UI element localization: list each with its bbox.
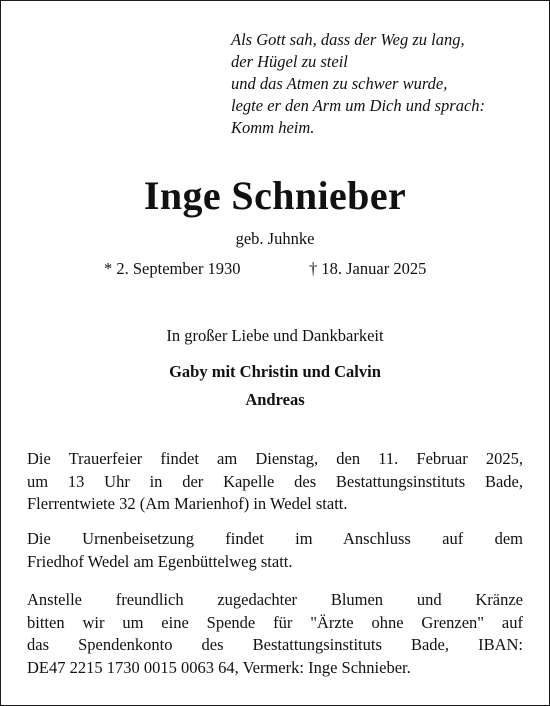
mourner: Gaby mit Christin und Calvin [169, 362, 381, 381]
deceased-name: Inge Schnieber [143, 173, 407, 218]
poem-line: Als Gott sah, dass der Weg zu lang, [231, 30, 465, 49]
funeral-notice [27, 448, 523, 516]
birth-name: geb. Juhnke [235, 229, 315, 248]
notice-line: Die Trauerfeier findet am Dienstag, den 11. Februar 2025, [27, 449, 523, 468]
poem-line: Komm heim. [231, 118, 315, 137]
mourner: Andreas [245, 390, 305, 409]
birth-date: * 2. September 1930 [104, 259, 241, 278]
notice-line: Anstelle freundlich zugedachter Blumen und Kränze [27, 590, 523, 609]
notice-line: DE47 2215 1730 0015 0063 64, Vermerk: Inge Schnieber. [27, 657, 411, 677]
notice-line: Flerrentwiete 32 (Am Marienhof) in Wedel statt. [27, 494, 348, 513]
donation-notice [27, 589, 523, 679]
notice-line: bitten wir um eine Spende für "Ärzte ohne Grenzen" auf [27, 612, 523, 632]
notice-line: Die Urnenbeisetzung findet im Anschluss auf dem [27, 529, 523, 548]
urn-burial-notice [27, 528, 523, 573]
notice-line: Friedhof Wedel am Egenbüttelweg statt. [27, 551, 293, 571]
poem-line: und das Atmen zu schwer wurde, [231, 74, 448, 93]
death-date: † 18. Januar 2025 [309, 259, 427, 278]
notice-line: um 13 Uhr in der Kapelle des Bestattungsinstituts Bade, [27, 471, 523, 491]
mourners-list [0, 358, 550, 414]
poem-line: der Hügel zu steil [231, 52, 348, 71]
poem-line: legte er den Arm um Dich und sprach: [231, 96, 486, 115]
memorial-poem [231, 29, 531, 139]
mourning-phrase: In großer Liebe und Dankbarkeit [166, 326, 384, 345]
notice-line: das Spendenkonto des Bestattungsinstituts Bade, IBAN: [27, 635, 523, 654]
